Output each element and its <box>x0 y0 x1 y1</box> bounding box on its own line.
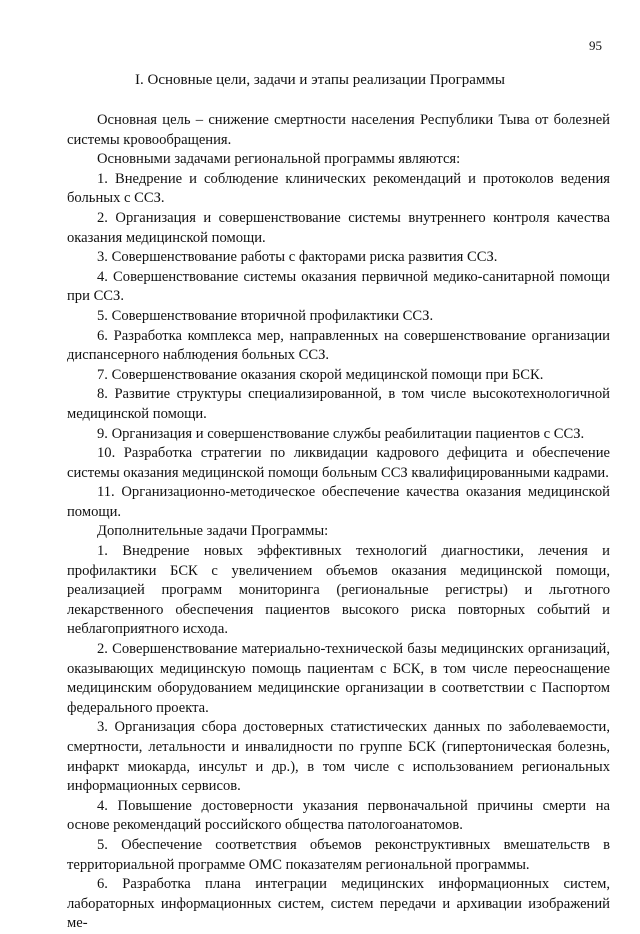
list-item-additional-task-3: 3. Организация сбора достоверных статистических данных по заболеваемости, смертности, летальности и инвалидности по группе БСК (гипертоническая болезнь, инфаркт миокарда, инсульт и др.), в том числе с использованием региональных информационных сервисов. <box>67 719 610 795</box>
list-item-additional-task-4: 4. Повышение достоверности указания первоначальной причины смерти на основе рекомендаций российского общества патологоанатомов. <box>67 797 610 834</box>
list-item-task-10: 10. Разработка стратегии по ликвидации кадрового дефицита и обеспечение системы оказания медицинской помощи больным ССЗ квалифицированными кадрами. <box>67 445 610 481</box>
list-item-task-2: 2. Организация и совершенствование системы внутреннего контроля качества оказания медицинской помощи. <box>67 209 610 246</box>
list-item-task-1: 1. Внедрение и соблюдение клинических рекомендаций и протоколов ведения больных с ССЗ. <box>67 170 610 207</box>
list-item-task-11: 11. Организационно-методическое обеспечение качества оказания медицинской помощи. <box>67 484 610 520</box>
section-title: I. Основные цели, задачи и этапы реализации Программы <box>135 72 505 88</box>
page-number: 95 <box>589 38 602 53</box>
paragraph-tasks-intro: Основными задачами региональной программы являются: <box>97 151 461 168</box>
list-item-task-3: 3. Совершенствование работы с факторами риска развития ССЗ. <box>97 249 498 266</box>
list-item-additional-task-5: 5. Обеспечение соответствия объемов реконструктивных вмешательств в территориальной программе ОМС показателям региональной программы. <box>67 836 610 873</box>
list-item-additional-task-6: 6. Разработка плана интеграции медицинских информационных систем, лабораторных информационных систем, систем передачи и архивации изображений ме- <box>67 876 610 932</box>
paragraph-additional-tasks-intro: Дополнительные задачи Программы: <box>97 523 329 540</box>
list-item-task-5: 5. Совершенствование вторичной профилактики ССЗ. <box>97 307 434 324</box>
document-body <box>67 111 610 934</box>
list-item-additional-task-2: 2. Совершенствование материально-технической базы медицинских организаций, оказывающих медицинскую помощь пациентам с БСК, в том числе переоснащение медицинским оборудованием медицинские организации в соответствии с Паспортом федерального проекта. <box>67 641 610 716</box>
list-item-task-9: 9. Организация и совершенствование службы реабилитации пациентов с ССЗ. <box>97 425 585 442</box>
list-item-task-6: 6. Разработка комплекса мер, направленных на совершенствование организации диспансерного наблюдения больных ССЗ. <box>67 327 610 364</box>
paragraph-main-goal: Основная цель – снижение смертности населения Республики Тыва от болезней системы кровообращения. <box>67 112 610 148</box>
list-item-task-8: 8. Развитие структуры специализированной, в том числе высокотехнологичной медицинской помощи. <box>67 386 610 422</box>
list-item-additional-task-1: 1. Внедрение новых эффективных технологий диагностики, лечения и профилактики БСК с увеличением объемов оказания медицинской помощи, реализацией программ мониторинга (региональные регистры) и льготного лекарственного обеспечения пациентов высокого риска повторных событий и неблагоприятного исхода. <box>67 543 610 638</box>
list-item-task-4: 4. Совершенствование системы оказания первичной медико-санитарной помощи при ССЗ. <box>67 268 610 305</box>
list-item-task-7: 7. Совершенствование оказания скорой медицинской помощи при БСК. <box>97 366 544 383</box>
